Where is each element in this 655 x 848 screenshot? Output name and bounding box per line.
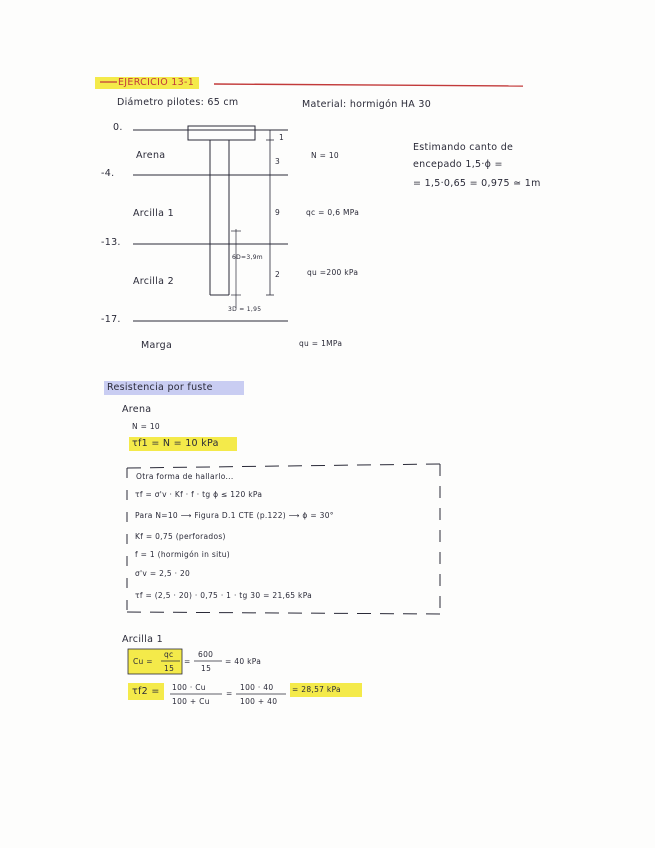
cu-eq: = (184, 657, 191, 666)
arcilla-title: Arcilla 1 (122, 634, 163, 645)
layer-arena: Arena (136, 150, 166, 161)
depth-17: -17. (101, 314, 121, 325)
estimate-line3: = 1,5·0,65 = 0,975 ≃ 1m (413, 178, 541, 189)
cu-15: 15 (164, 664, 175, 673)
cu-qc: qc (164, 650, 174, 659)
box-top (127, 464, 440, 468)
note-3d: 3D = 1,95 (228, 306, 262, 313)
cu-den-15: 15 (201, 664, 212, 673)
param-arcilla2: qu =200 kPa (307, 268, 359, 277)
pile-material: Material: hormigón HA 30 (302, 99, 432, 110)
header-underline (214, 84, 523, 86)
layer-arcilla2: Arcilla 2 (133, 276, 174, 287)
box-bottom (127, 612, 440, 614)
estimate-line1: Estimando canto de (413, 142, 514, 153)
thickness-9: 9 (275, 208, 281, 217)
thickness-3: 3 (275, 157, 281, 166)
layer-arcilla1: Arcilla 1 (133, 208, 174, 219)
param-arena: N = 10 (311, 151, 340, 160)
pile-cap (188, 126, 255, 140)
param-marga: qu = 1MPa (299, 339, 343, 348)
tau2-f1-den: 100 + Cu (172, 697, 210, 706)
box-line-2: τf = σ'v · Kf · f · tg ϕ ≤ 120 kPa (135, 490, 263, 499)
box-line-7: τf = (2,5 · 20) · 0,75 · 1 · tg 30 = 21,65 kPa (135, 591, 313, 600)
box-line-4: Kf = 0,75 (perforados) (135, 532, 226, 541)
tau2-f1-num: 100 · Cu (172, 683, 206, 692)
box-line-6: σ'v = 2,5 · 20 (135, 569, 191, 578)
tau2-result: = 28,57 kPa (292, 685, 341, 694)
thickness-2: 2 (275, 270, 281, 279)
cu-600: 600 (198, 650, 214, 659)
arena-title: Arena (122, 404, 152, 415)
cu-label: Cu = (133, 657, 153, 666)
note-6d: 6D=3,9m (232, 254, 263, 261)
tau2-f2-den: 100 + 40 (240, 697, 278, 706)
box-line-1: Otra forma de hallarlo... (136, 472, 234, 481)
box-line-3: Para N=10 ⟶ Figura D.1 CTE (p.122) ⟶ ϕ = 30° (135, 511, 334, 520)
tau2-f2-num: 100 · 40 (240, 683, 274, 692)
cu-result: = 40 kPa (225, 657, 262, 666)
pile-diameter: Diámetro pilotes: 65 cm (117, 97, 239, 108)
estimate-line2: encepado 1,5·ϕ = (413, 159, 503, 170)
layer-marga: Marga (141, 340, 173, 351)
depth-4: -4. (101, 168, 115, 179)
param-arcilla1: qc = 0,6 MPa (306, 208, 360, 217)
depth-0: 0. (113, 122, 123, 133)
box-line-5: f = 1 (hormigón in situ) (135, 550, 230, 559)
arena-tau: τf1 = N = 10 kPa (132, 438, 219, 449)
exercise-title: EJERCICIO 13-1 (118, 77, 195, 88)
tau2-eq: = (226, 689, 233, 698)
tau2-label: τf2 = (132, 686, 160, 697)
section-title: Resistencia por fuste (107, 382, 213, 393)
thickness-1: 1 (279, 133, 285, 142)
arena-n: N = 10 (132, 422, 161, 431)
depth-13: -13. (101, 237, 121, 248)
